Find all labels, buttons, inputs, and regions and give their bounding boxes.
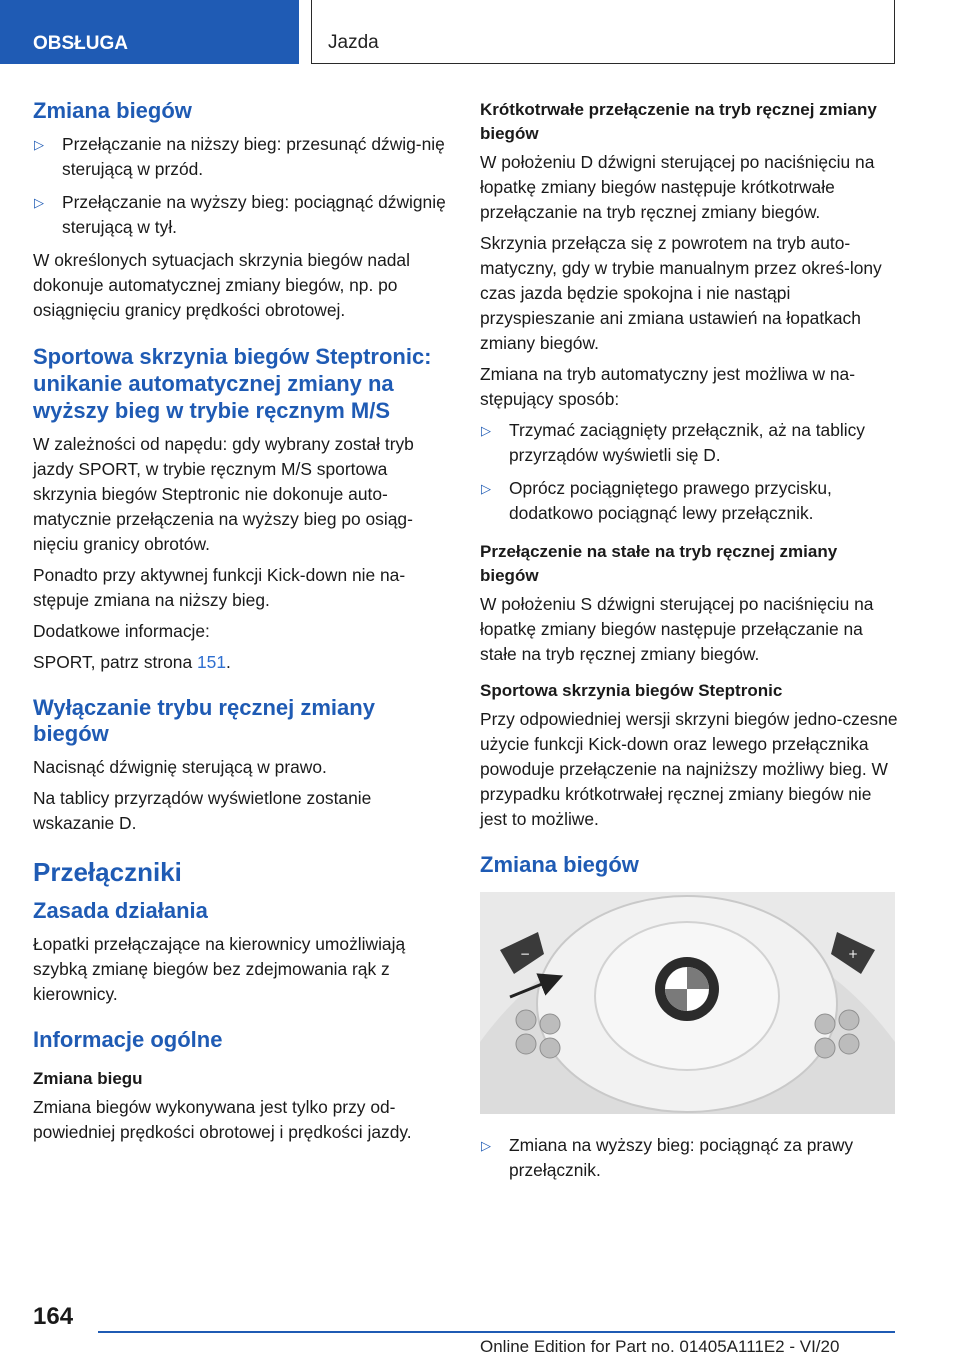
paragraph: Skrzynia przełącza się z powrotem na tryb auto-matyczny, gdy w trybie manualnym przez okreś-lony czas jazda będzie spokojna i nie nastąpi przyspieszanie ani zmiana ustawień na łopatkach zmiany biegów.	[480, 233, 882, 353]
text: .	[226, 652, 231, 672]
bullet-text: Przełączanie na niższy bieg: przesunąć dźwig-nię sterującą w przód.	[62, 134, 445, 179]
paragraph: W zależności od napędu: gdy wybrany został tryb jazdy SPORT, w trybie ręcznym M/S sportowa skrzynia biegów Steptronic nie dokonuje auto-matycznie przełączenia na wyższy bieg po osiąg-nięciu granicy obrotów.	[33, 434, 414, 554]
heading-zmiana-biegow-right: Zmiana biegów	[480, 852, 639, 877]
paragraph: Ponadto przy aktywnej funkcji Kick-down nie na-stępuje zmiana na niższy bieg.	[33, 565, 406, 610]
bullet-item	[480, 418, 898, 468]
subheading-na-stale: Przełączenie na stałe na tryb ręcznej zmiany biegów	[480, 542, 838, 585]
subheading-krotkotrwale: Krótkotrwałe przełączenie na tryb ręcznej zmiany biegów	[480, 100, 877, 143]
bullet-item	[33, 190, 451, 240]
heading-informacje-ogolne: Informacje ogólne	[33, 1027, 223, 1052]
bullet-item	[480, 1133, 898, 1183]
section-tab[interactable]: OBSŁUGA	[0, 0, 299, 64]
heading-zmiana-biegow: Zmiana biegów	[33, 98, 192, 123]
paragraph: W położeniu S dźwigni sterującej po naciśnięciu na łopatkę zmiany biegów następuje przełączanie na stałe na tryb ręcznej zmiany biegów.	[480, 594, 874, 664]
paragraph: Zmiana na tryb automatyczny jest możliwa w na-stępujący sposób:	[480, 364, 856, 409]
bullet-text: Trzymać zaciągnięty przełącznik, aż na tablicy przyrządów wyświetli się D.	[509, 420, 865, 465]
right-column	[480, 98, 898, 1191]
paragraph: Zmiana biegów wykonywana jest tylko przy od-powiedniej prędkości obrotowej i prędkości jazdy.	[33, 1097, 412, 1142]
paragraph-with-link	[33, 650, 451, 675]
subheading-zmiana-biegu: Zmiana biegu	[33, 1069, 143, 1088]
paddle-minus-label: −	[520, 947, 531, 961]
steering-wheel-paddles-illustration	[480, 892, 895, 1114]
heading-zasada-dzialania: Zasada działania	[33, 898, 208, 923]
footer-divider	[98, 1331, 895, 1333]
bullet-item	[480, 476, 898, 526]
bmw-logo-icon	[655, 957, 719, 1021]
paragraph: Przy odpowiedniej wersji skrzyni biegów jedno-czesne użycie funkcji Kick-down oraz lewego przełącznika powoduje przełączenie na najniższy możliwy bieg. W przypadku krótkotrwałej ręcznej zmiany biegów nie jest to możliwe.	[480, 709, 898, 829]
chapter-title: Jazda	[311, 0, 895, 64]
heading-wylaczanie: Wyłączanie trybu ręcznej zmiany biegów	[33, 695, 375, 746]
heading-przelaczniki: Przełączniki	[33, 857, 182, 887]
bullet-text: Zmiana na wyższy bieg: pociągnąć za prawy przełącznik.	[509, 1135, 854, 1180]
paragraph: W określonych sytuacjach skrzynia biegów nadal dokonuje automatycznej zmiany biegów, np. po osiągnięciu granicy prędkości obrotowej.	[33, 250, 410, 320]
bullet-triangle-icon: ▷	[34, 137, 44, 152]
bullet-triangle-icon: ▷	[481, 423, 491, 438]
paragraph: Na tablicy przyrządów wyświetlone zostanie wskazanie D.	[33, 788, 372, 833]
page-link[interactable]: 151	[197, 652, 227, 672]
text: SPORT, patrz strona	[33, 652, 197, 672]
paragraph: Dodatkowe informacje:	[33, 621, 210, 641]
bullet-triangle-icon: ▷	[481, 1138, 491, 1153]
footer-edition: Online Edition for Part no. 01405A111E2 - VI/20	[480, 1337, 840, 1356]
bullet-item	[33, 132, 451, 182]
paragraph: W położeniu D dźwigni sterującej po naciśnięciu na łopatkę zmiany biegów następuje krótkotrwałe przełączanie na tryb ręcznej zmiany biegów.	[480, 152, 875, 222]
paddle-plus-label: +	[848, 947, 859, 961]
left-column	[33, 98, 451, 1151]
page-number: 164	[33, 1303, 74, 1330]
bullet-text: Przełączanie na wyższy bieg: pociągnąć dźwignię sterującą w tył.	[62, 192, 446, 237]
paragraph: Łopatki przełączające na kierownicy umożliwiają szybką zmianę biegów bez zdejmowania rąk z kierownicy.	[33, 934, 406, 1004]
bullet-triangle-icon: ▷	[481, 481, 491, 496]
paragraph: Nacisnąć dźwignię sterującą w prawo.	[33, 757, 327, 777]
subheading-sportowa-steptronic: Sportowa skrzynia biegów Steptronic	[480, 681, 783, 700]
bullet-text: Oprócz pociągniętego prawego przycisku, dodatkowo pociągnąć lewy przełącznik.	[509, 478, 832, 523]
bullet-triangle-icon: ▷	[34, 195, 44, 210]
heading-steptronic: Sportowa skrzynia biegów Steptronic: unikanie automatycznej zmiany na wyższy bieg w trybie ręcznym M/S	[33, 344, 432, 423]
